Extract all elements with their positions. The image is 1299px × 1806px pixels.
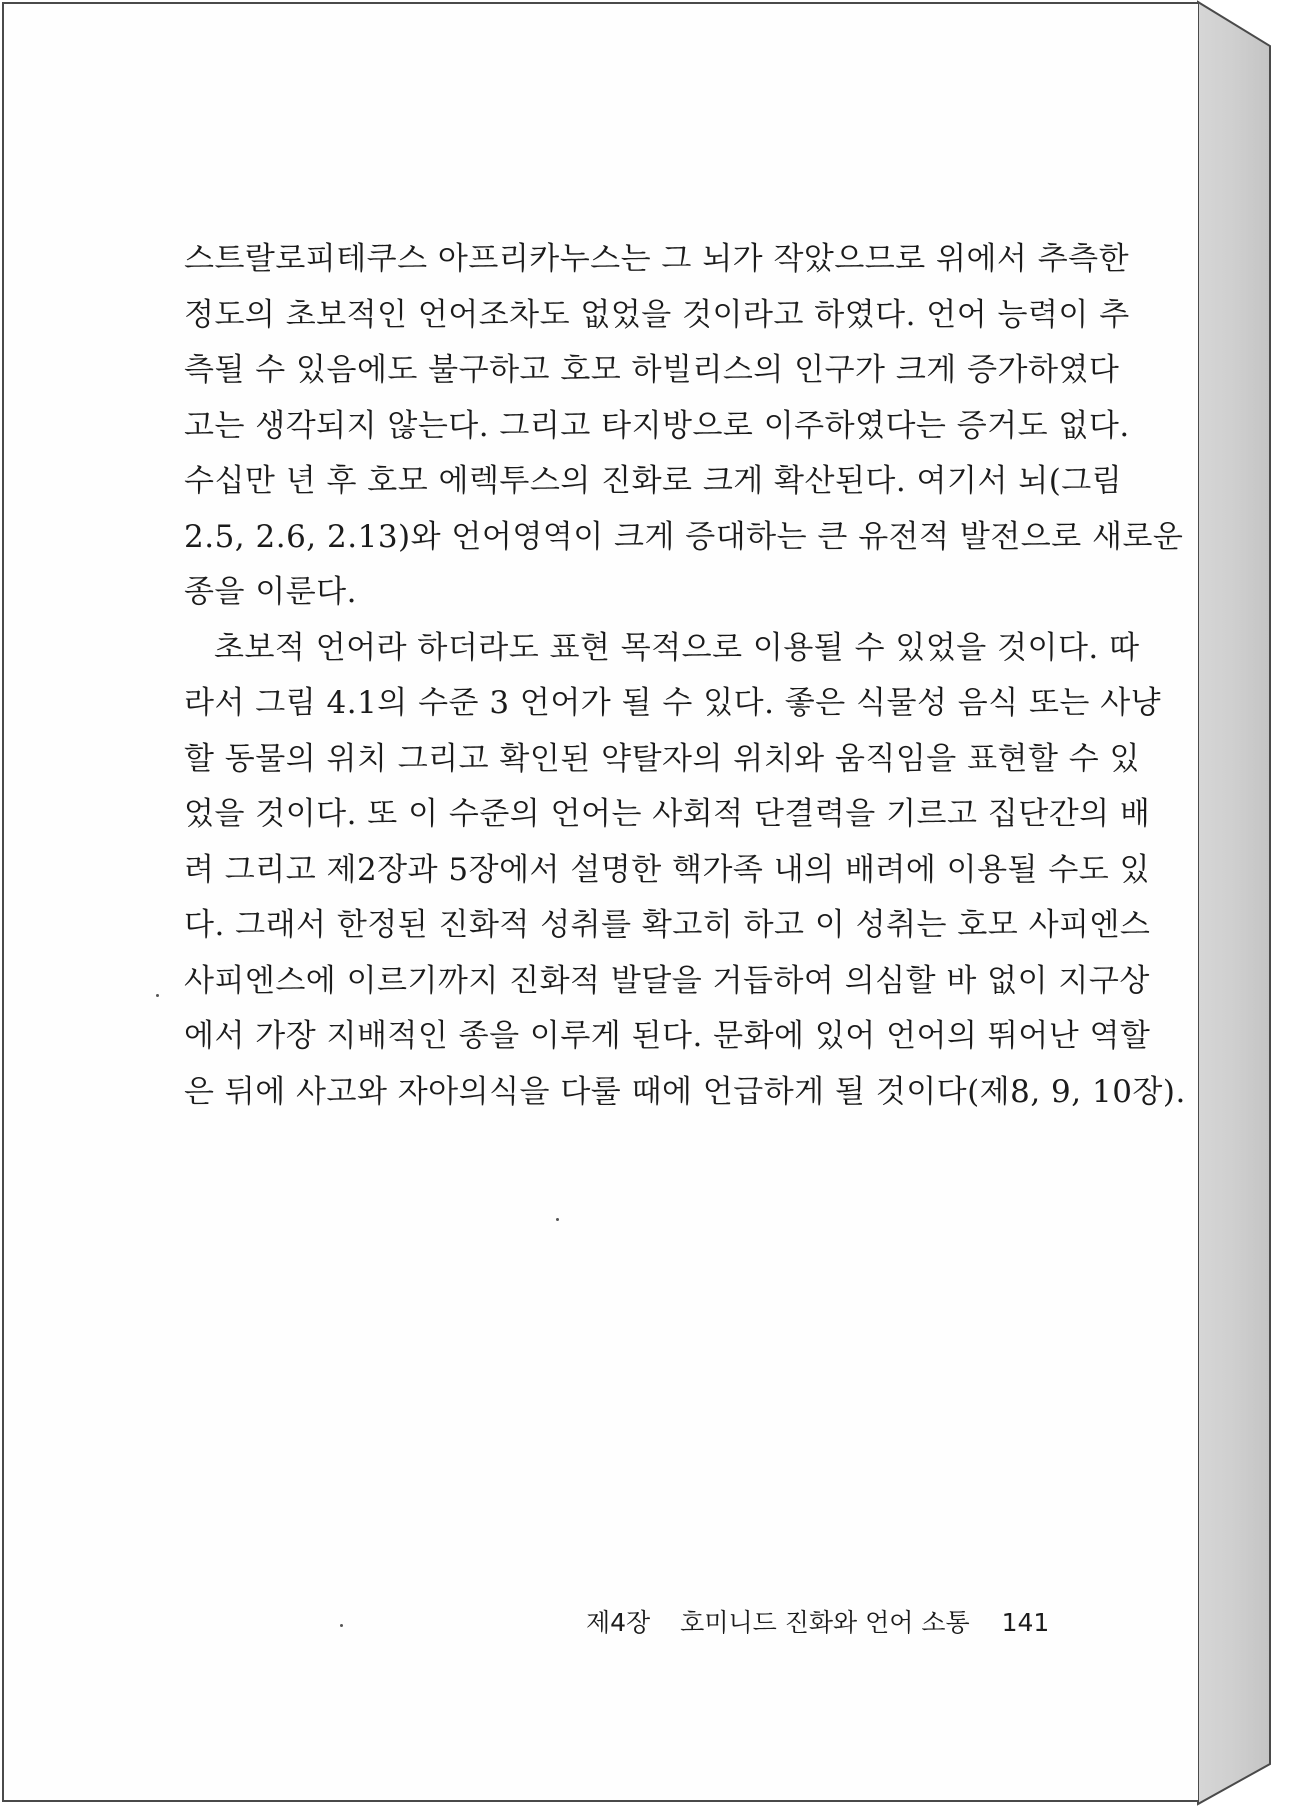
text-line: 수십만 년 후 호모 에렉투스의 진화로 크게 확산된다. 여기서 뇌(그림 — [184, 463, 1123, 499]
scan-speck — [340, 1624, 343, 1627]
paragraph-2 — [184, 621, 1186, 1121]
footer-chapter: 제4장 — [586, 1608, 651, 1637]
text-line: 에서 가장 지배적인 종을 이루게 된다. 문화에 있어 언어의 뛰어난 역할 — [184, 1018, 1151, 1054]
text-line: 종을 이룬다. — [184, 574, 357, 610]
text-line: 정도의 초보적인 언어조차도 없었을 것이라고 하였다. 언어 능력이 추 — [184, 296, 1130, 333]
text-line: 측될 수 있음에도 불구하고 호모 하빌리스의 인구가 크게 증가하였다 — [184, 352, 1120, 388]
text-line: 할 동물의 위치 그리고 확인된 약탈자의 위치와 움직임을 표현할 수 있 — [184, 740, 1141, 777]
text-line: 스트랄로피테쿠스 아프리카누스는 그 뇌가 작았으므로 위에서 추측한 — [184, 241, 1130, 277]
footer-title: 호미니드 진화와 언어 소통 — [680, 1608, 970, 1637]
text-line: 다. 그래서 한정된 진화적 성취를 확고히 하고 이 성취는 호모 사피엔스 — [184, 907, 1151, 943]
text-line: 고는 생각되지 않는다. 그리고 타지방으로 이주하였다는 증거도 없다. — [184, 407, 1130, 444]
text-line: 라서 그림 4.1의 수준 3 언어가 될 수 있다. 좋은 식물성 음식 또는 사냥 — [184, 685, 1162, 721]
page-number: 141 — [1001, 1608, 1050, 1637]
text-line: 었을 것이다. 또 이 수준의 언어는 사회적 단결력을 기르고 집단간의 배 — [184, 796, 1151, 832]
text-line: 사피엔스에 이르기까지 진화적 발달을 거듭하여 의심할 바 없이 지구상 — [184, 962, 1150, 999]
text-line: 초보적 언어라 하더라도 표현 목적으로 이용될 수 있었을 것이다. 따 — [214, 629, 1140, 666]
text-line: 2.5, 2.6, 2.13)와 언어영역이 크게 증대하는 큰 유전적 발전으로 새로운 — [184, 518, 1184, 555]
text-line: 은 뒤에 사고와 자아의식을 다룰 때에 언급하게 될 것이다(제8, 9, 10장). — [184, 1073, 1186, 1110]
text-line: 려 그리고 제2장과 5장에서 설명한 핵가족 내의 배려에 이용될 수도 있 — [184, 851, 1151, 888]
paragraph-1 — [184, 232, 1184, 621]
running-footer — [586, 1603, 1050, 1643]
scan-speck — [556, 1218, 559, 1221]
scan-speck — [156, 994, 159, 997]
body-text — [184, 232, 1186, 1120]
